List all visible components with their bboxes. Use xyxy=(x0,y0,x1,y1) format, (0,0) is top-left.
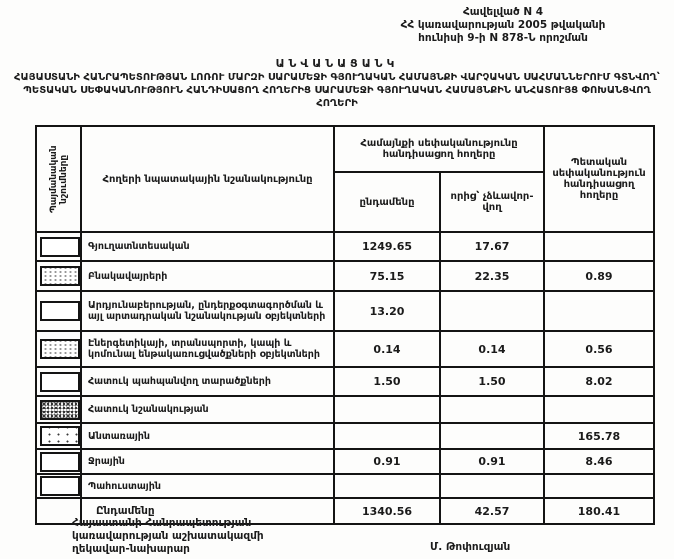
community-ofwhich-value: 22.35 xyxy=(440,261,544,291)
community-ofwhich-value: 1.50 xyxy=(440,367,544,396)
community-total-value xyxy=(334,474,440,498)
community-ofwhich-value xyxy=(440,396,544,423)
table-row xyxy=(36,261,654,291)
header-designation: Հողերի նպատակային նշանակությունը xyxy=(81,126,334,232)
community-total-value xyxy=(334,423,440,449)
table-row xyxy=(36,367,654,396)
community-ofwhich-value: 0.14 xyxy=(440,331,544,367)
state-lands-value xyxy=(544,291,654,331)
state-lands-value xyxy=(544,232,654,261)
header-total: ընդամենը xyxy=(334,172,440,232)
community-ofwhich-value xyxy=(440,423,544,449)
symbol-cell xyxy=(36,331,81,367)
total-row-state: 180.41 xyxy=(544,498,654,524)
symbol-cell xyxy=(36,423,81,449)
land-category-label: Անտառային xyxy=(81,423,334,449)
total-row-label: Ընդամենը xyxy=(81,498,334,524)
land-category-label: Էներգետիկայի, տրանսպորտի, կապի և կոմունալ ենթակառուցվածքների օբյեկտների xyxy=(81,331,334,367)
legend-swatch-icon xyxy=(40,372,80,392)
symbol-cell xyxy=(36,261,81,291)
community-total-value: 75.15 xyxy=(334,261,440,291)
total-row-community-total: 1340.56 xyxy=(334,498,440,524)
community-total-value: 1249.65 xyxy=(334,232,440,261)
state-lands-value: 0.89 xyxy=(544,261,654,291)
document-title xyxy=(4,57,670,110)
signature-name: Մ. Թոփուզյան xyxy=(430,541,511,553)
table-row xyxy=(36,291,654,331)
land-category-label: Պահուստային xyxy=(81,474,334,498)
legend-swatch-icon xyxy=(40,400,80,420)
community-ofwhich-value: 0.91 xyxy=(440,449,544,474)
legend-swatch-icon xyxy=(40,237,80,257)
header-symbols-label: Պայմանական նշումները xyxy=(48,145,69,213)
symbol-cell xyxy=(36,232,81,261)
state-lands-value: 165.78 xyxy=(544,423,654,449)
community-total-value xyxy=(334,396,440,423)
land-category-label: Բնակավայրերի xyxy=(81,261,334,291)
header-symbols xyxy=(36,126,81,232)
signatory-line: կառավարության աշխատակազմի xyxy=(72,530,264,542)
table-row xyxy=(36,396,654,423)
land-category-label: Գյուղատնտեսական xyxy=(81,232,334,261)
symbol-cell xyxy=(36,449,81,474)
community-ofwhich-value: 17.67 xyxy=(440,232,544,261)
appendix-line: ՀՀ կառավարության 2005 թվականի xyxy=(400,19,606,31)
total-row-of-which: 42.57 xyxy=(440,498,544,524)
community-total-value: 13.20 xyxy=(334,291,440,331)
state-lands-value: 0.56 xyxy=(544,331,654,367)
symbol-cell xyxy=(36,396,81,423)
table-row xyxy=(36,449,654,474)
appendix-line: Հավելված N 4 xyxy=(462,6,544,18)
state-lands-value xyxy=(544,474,654,498)
table-row xyxy=(36,232,654,261)
land-category-label: Ջրային xyxy=(81,449,334,474)
signatory-line: ղեկավար-նախարար xyxy=(72,543,190,555)
legend-swatch-icon xyxy=(40,301,80,321)
land-category-label: Հատուկ պահպանվող տարածքների xyxy=(81,367,334,396)
title-subtitle: ՀԱՅԱՍՏԱՆԻ ՀԱՆՐԱՊԵՏՈՒԹՅԱՆ ԼՈՌՈՒ ՄԱՐԶԻ ՍԱՐԱՄԵՋԻ ԳՅՈՒՂԱԿԱՆ ՀԱՄԱՅՆՔԻ ՎԱՐՉԱԿԱՆ ՍԱՀՄԱՆՆԵՐՈՒՄ ԳՏՆՎՈՂ՝ ՊԵՏԱԿԱՆ ՍԵՓԱԿԱՆՈՒԹՅՈՒՆ ՀԱՆԴԻՍԱՑՈՂ ՀՈՂԵՐԻՑ ՍԱՐԱՄԵՋԻ ԳՅՈՒՂԱԿԱՆ ՀԱՄԱՅՆՔԻՆ ԱՆՀԱՏՈՒՅՑ ՓՈԽԱՆՑՎՈՂ ՀՈՂԵՐԻ xyxy=(14,72,660,109)
legend-swatch-icon xyxy=(40,452,80,472)
appendix-reference xyxy=(336,6,670,45)
symbol-cell xyxy=(36,291,81,331)
signatory-block xyxy=(72,517,264,556)
legend-swatch-icon xyxy=(40,426,80,446)
header-of-which: որից՝ չձևավոր-վող xyxy=(440,172,544,232)
table-row xyxy=(36,474,654,498)
table-row xyxy=(36,423,654,449)
legend-swatch-icon xyxy=(40,476,80,496)
legend-swatch-icon xyxy=(40,339,80,359)
header-state-lands: Պետական սեփականություն հանդիսացող հողերը xyxy=(544,126,654,232)
community-total-value: 1.50 xyxy=(334,367,440,396)
state-lands-value: 8.46 xyxy=(544,449,654,474)
community-total-value: 0.91 xyxy=(334,449,440,474)
symbol-cell xyxy=(36,474,81,498)
legend-swatch-icon xyxy=(40,266,80,286)
community-total-value: 0.14 xyxy=(334,331,440,367)
land-category-label: Հատուկ նշանակության xyxy=(81,396,334,423)
land-category-label: Արդյունաբերության, ընդերքօգտագործման և այլ արտադրական նշանակության օբյեկտների xyxy=(81,291,334,331)
community-ofwhich-value xyxy=(440,291,544,331)
symbol-cell xyxy=(36,367,81,396)
title-main: ԱՆՎԱՆԱՑԱՆԿ xyxy=(275,57,399,70)
state-lands-value: 8.02 xyxy=(544,367,654,396)
land-transfer-table xyxy=(35,125,655,525)
signatory-line: Հայաստանի Հանրապետության xyxy=(72,517,252,529)
state-lands-value xyxy=(544,396,654,423)
table-row xyxy=(36,331,654,367)
header-community-group: Համայնքի սեփականությունը հանդիսացող հողերը xyxy=(334,126,544,172)
appendix-line: հունիսի 9-ի N 878-Ն որոշման xyxy=(418,32,588,44)
community-ofwhich-value xyxy=(440,474,544,498)
